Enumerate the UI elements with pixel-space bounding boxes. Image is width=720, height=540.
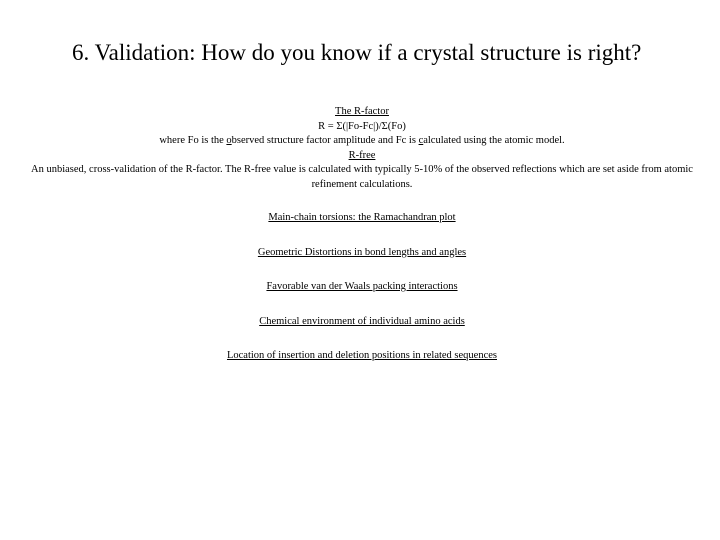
- topic-chemical-environment: Chemical environment of individual amino acids: [259, 315, 465, 327]
- topic-ramachandran: Main-chain torsions: the Ramachandran plot: [268, 212, 456, 223]
- slide-title: 6. Validation: How do you know if a crystal structure is right?: [72, 40, 642, 65]
- rfree-description: An unbiased, cross-validation of the R-factor. The R-free value is calculated with typically 5-10% of the observed reflections which are set aside from atomic refinement calculations.: [31, 164, 693, 190]
- slide-body: [20, 105, 704, 364]
- topic-insertion-deletion: Location of insertion and deletion positions in related sequences: [226, 350, 497, 361]
- topic-geometric-distortions: Geometric Distortions in bond lengths and angles: [257, 246, 467, 258]
- rfree-heading: R-free: [348, 149, 376, 161]
- topic-van-der-waals: Favorable van der Waals packing interactions: [266, 281, 458, 292]
- definition-calculated-letter: c: [418, 135, 424, 146]
- rfactor-definition: [20, 134, 704, 149]
- definition-text-1: where Fo is the: [159, 135, 227, 146]
- rfactor-heading: The R-factor: [335, 106, 389, 117]
- definition-text-2: bserved structure factor amplitude and Fc is: [231, 135, 419, 146]
- rfactor-formula: R = Σ(|Fo-Fc|)/Σ(Fo): [318, 120, 406, 132]
- definition-text-3: alculated using the atomic model.: [423, 135, 565, 146]
- definition-observed-letter: o: [226, 135, 232, 146]
